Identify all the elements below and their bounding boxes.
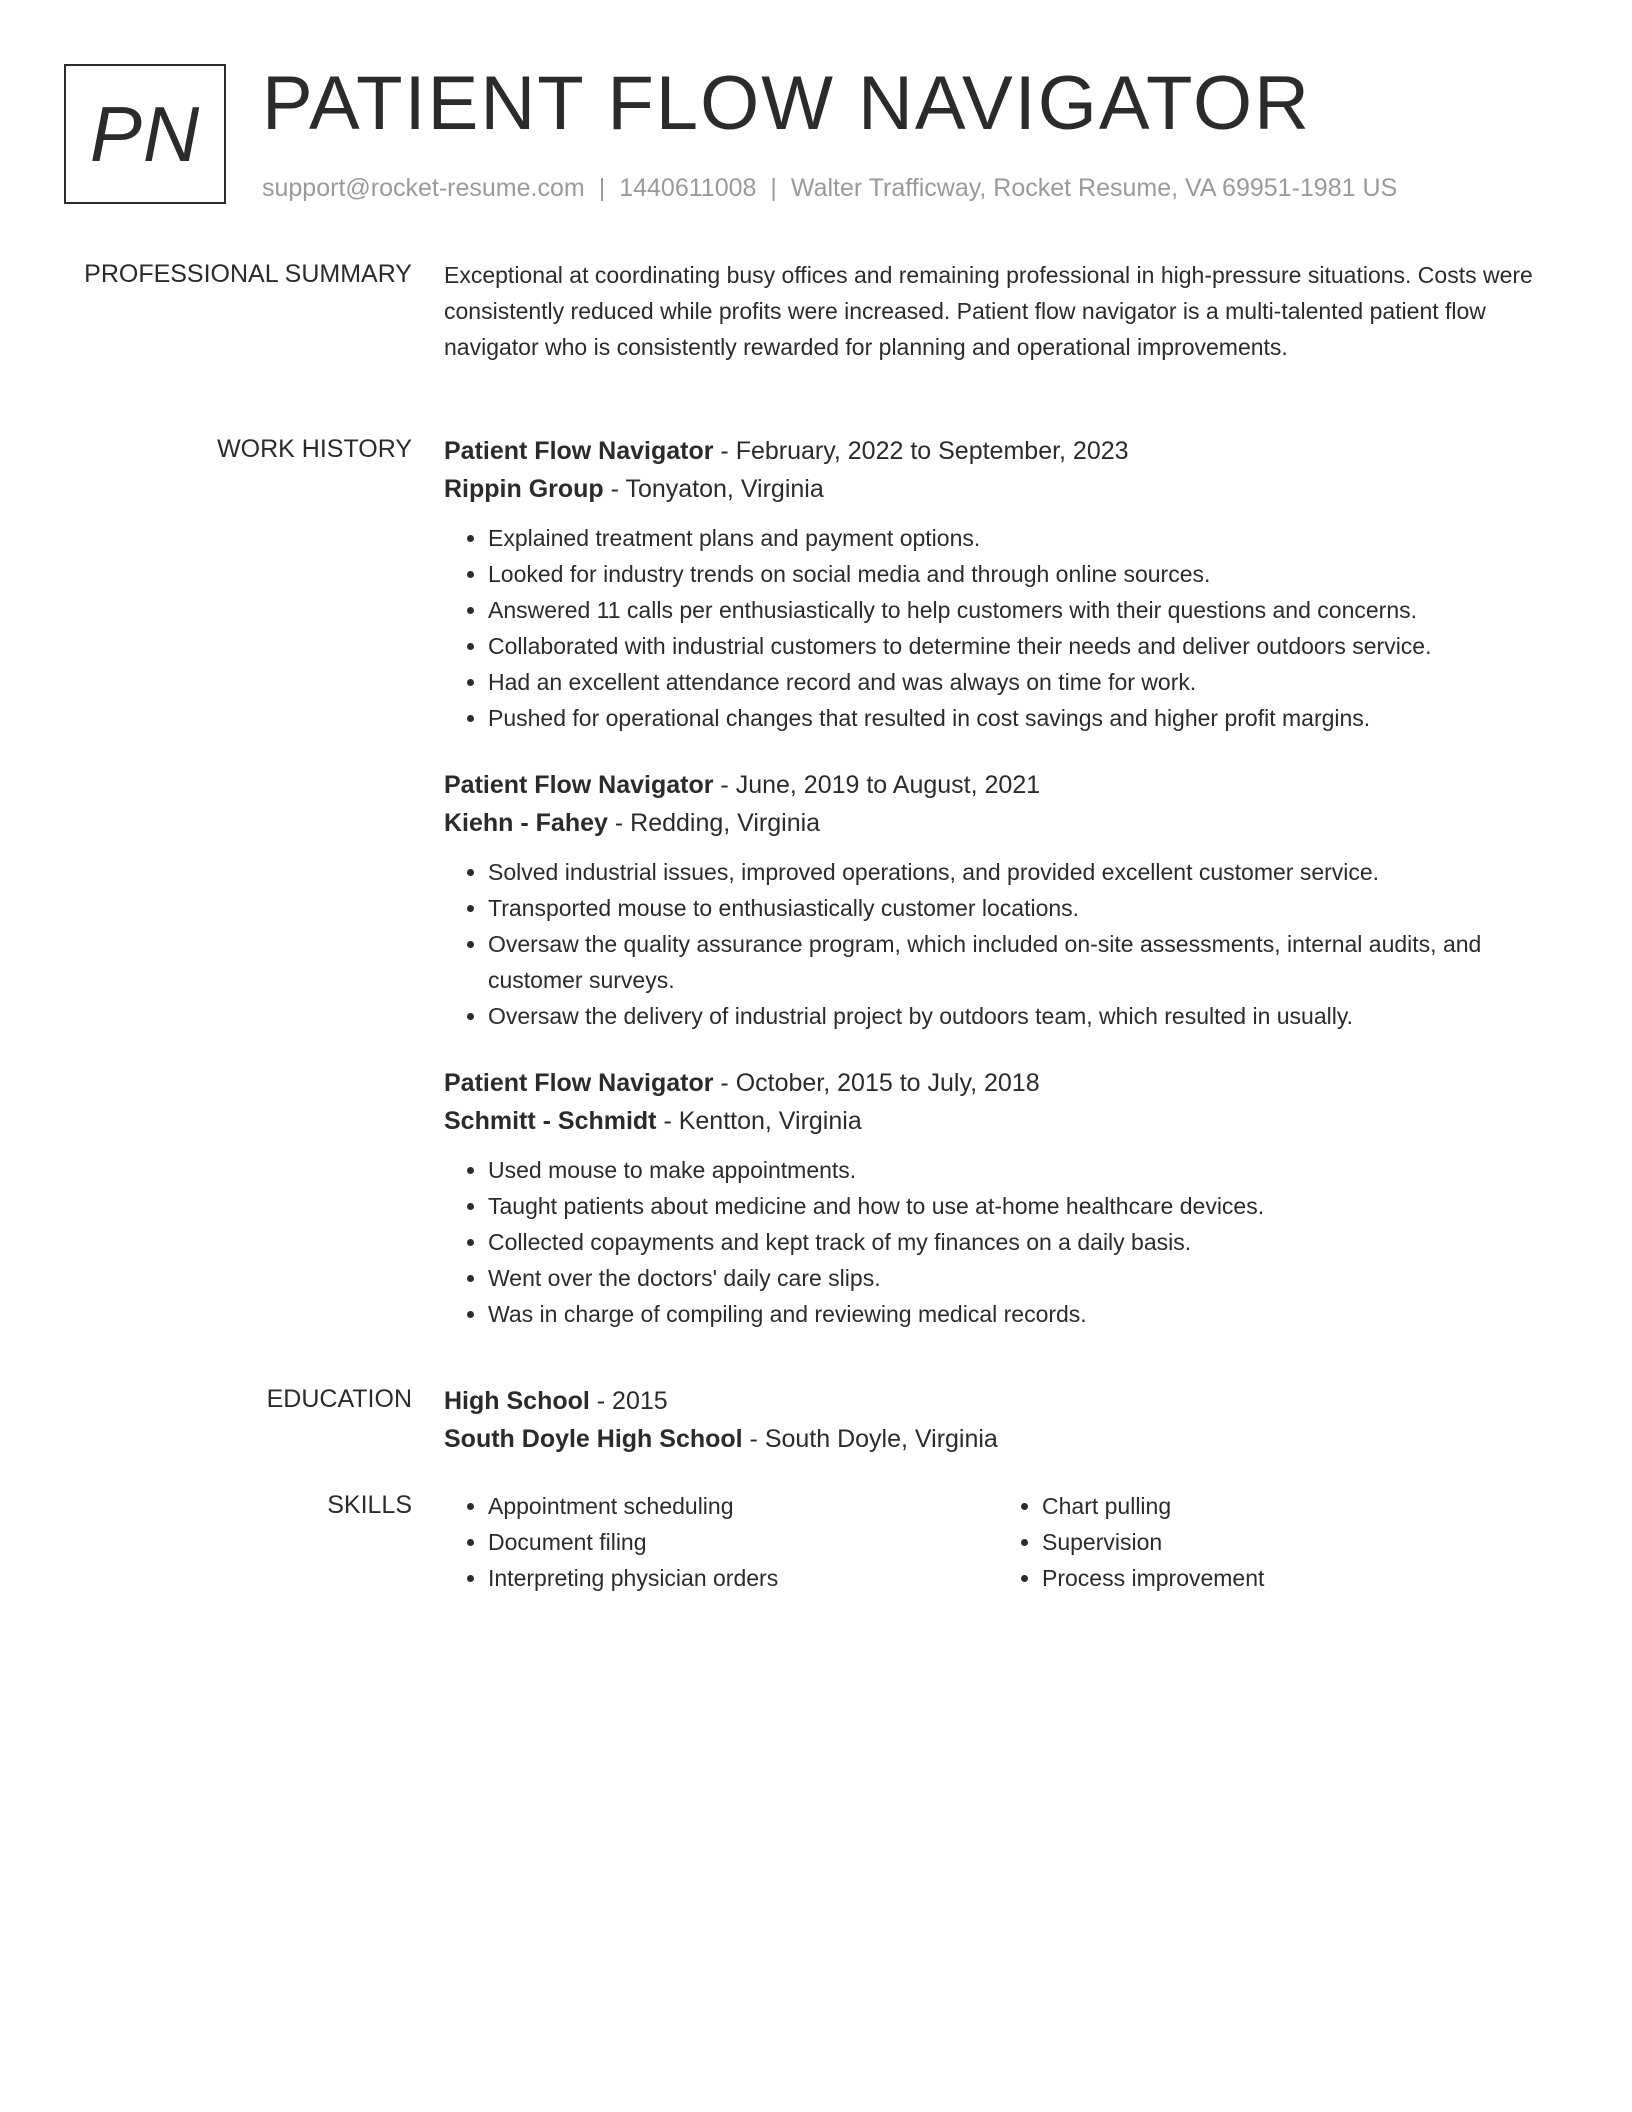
education-degree: High School: [444, 1387, 590, 1415]
job-title: Patient Flow Navigator: [444, 771, 714, 799]
job-bullet: • Answered 11 calls per enthusiastically to help customers with their questions and concerns.: [488, 592, 1552, 628]
job-entry: [444, 1064, 1552, 1332]
job-bullet: • Oversaw the delivery of industrial project by outdoors team, which resulted in usually.: [488, 998, 1552, 1034]
job-title: Patient Flow Navigator: [444, 1069, 714, 1097]
job-entry: [444, 432, 1552, 736]
job-dates: - February, 2022 to September, 2023: [713, 437, 1129, 465]
summary-body: [444, 257, 1552, 365]
skill-item: • Chart pulling: [1042, 1488, 1552, 1524]
job-bullet: • Transported mouse to enthusiastically customer locations.: [488, 890, 1552, 926]
education-year: - 2015: [589, 1387, 668, 1415]
education-school: South Doyle High School: [444, 1425, 743, 1453]
work-history-body: [444, 432, 1552, 1362]
job-bullet: • Used mouse to make appointments.: [488, 1152, 1552, 1188]
skills-list-right: [998, 1488, 1552, 1596]
contact-address: Walter Trafficway, Rocket Resume, VA 69951-1981 US: [790, 174, 1398, 202]
skill-item: • Interpreting physician orders: [488, 1560, 998, 1596]
job-company-line: [444, 1102, 1552, 1140]
skill-item: • Appointment scheduling: [488, 1488, 998, 1524]
job-bullet: • Collaborated with industrial customers to determine their needs and deliver outdoors service.: [488, 628, 1552, 664]
contact-separator: |: [598, 174, 606, 202]
education-location: - South Doyle, Virginia: [742, 1425, 998, 1453]
job-bullet: • Collected copayments and kept track of my finances on a daily basis.: [488, 1224, 1552, 1260]
monogram-badge: PN: [64, 64, 226, 204]
job-dates: - June, 2019 to August, 2021: [713, 771, 1041, 799]
job-company: Schmitt - Schmidt: [444, 1107, 657, 1135]
job-dates: - October, 2015 to July, 2018: [713, 1069, 1040, 1097]
skills-label: SKILLS: [327, 1491, 412, 1519]
job-bullets: [444, 1152, 1552, 1332]
job-title-line: [444, 1064, 1552, 1102]
work-history-label: WORK HISTORY: [217, 435, 412, 463]
job-bullet: • Went over the doctors' daily care slips.: [488, 1260, 1552, 1296]
contact-line: [262, 174, 1397, 203]
resume-name: PATIENT FLOW NAVIGATOR: [262, 61, 1311, 146]
job-bullets: [444, 520, 1552, 736]
education-body: [444, 1382, 1552, 1458]
job-location: - Redding, Virginia: [607, 809, 821, 837]
job-company: Rippin Group: [444, 475, 604, 503]
job-entry: [444, 766, 1552, 1034]
skill-item: • Supervision: [1042, 1524, 1552, 1560]
job-bullet: • Looked for industry trends on social media and through online sources.: [488, 556, 1552, 592]
skill-item: • Document filing: [488, 1524, 998, 1560]
contact-separator: |: [770, 174, 777, 202]
job-bullet: • Solved industrial issues, improved operations, and provided excellent customer service.: [488, 854, 1552, 890]
skills-list-left: [444, 1488, 998, 1596]
job-company: Kiehn - Fahey: [444, 809, 608, 837]
job-title-line: [444, 766, 1552, 804]
job-bullets: [444, 854, 1552, 1034]
education-degree-line: [444, 1382, 1552, 1420]
summary-label: PROFESSIONAL SUMMARY: [84, 260, 412, 288]
job-location: - Tonyaton, Virginia: [603, 475, 824, 503]
job-bullet: • Explained treatment plans and payment options.: [488, 520, 1552, 556]
skills-body: [444, 1488, 1552, 1596]
job-bullet: • Taught patients about medicine and how to use at-home healthcare devices.: [488, 1188, 1552, 1224]
job-company-line: [444, 804, 1552, 842]
job-bullet: • Pushed for operational changes that resulted in cost savings and higher profit margins.: [488, 700, 1552, 736]
job-company-line: [444, 470, 1552, 508]
job-bullet: • Was in charge of compiling and reviewing medical records.: [488, 1296, 1552, 1332]
education-school-line: [444, 1420, 1552, 1458]
contact-phone[interactable]: 1440611008: [619, 174, 757, 202]
job-title: Patient Flow Navigator: [444, 437, 714, 465]
job-bullet: • Oversaw the quality assurance program, which included on-site assessments, internal audits, and customer surveys.: [488, 926, 1552, 998]
job-location: - Kentton, Virginia: [656, 1107, 862, 1135]
job-bullet: • Had an excellent attendance record and was always on time for work.: [488, 664, 1552, 700]
contact-email[interactable]: support@rocket-resume.com: [262, 174, 585, 202]
education-label: EDUCATION: [266, 1385, 412, 1413]
resume-header: [64, 61, 1592, 214]
job-title-line: [444, 432, 1552, 470]
skill-item: • Process improvement: [1042, 1560, 1552, 1596]
summary-text: Exceptional at coordinating busy offices and remaining professional in high-pressure situations. Costs were consistently reduced while profits were increased. Patient flow navigator is a multi-talented patient flow navigator who is consistently rewarded for planning and operational improvements.: [444, 262, 1533, 360]
